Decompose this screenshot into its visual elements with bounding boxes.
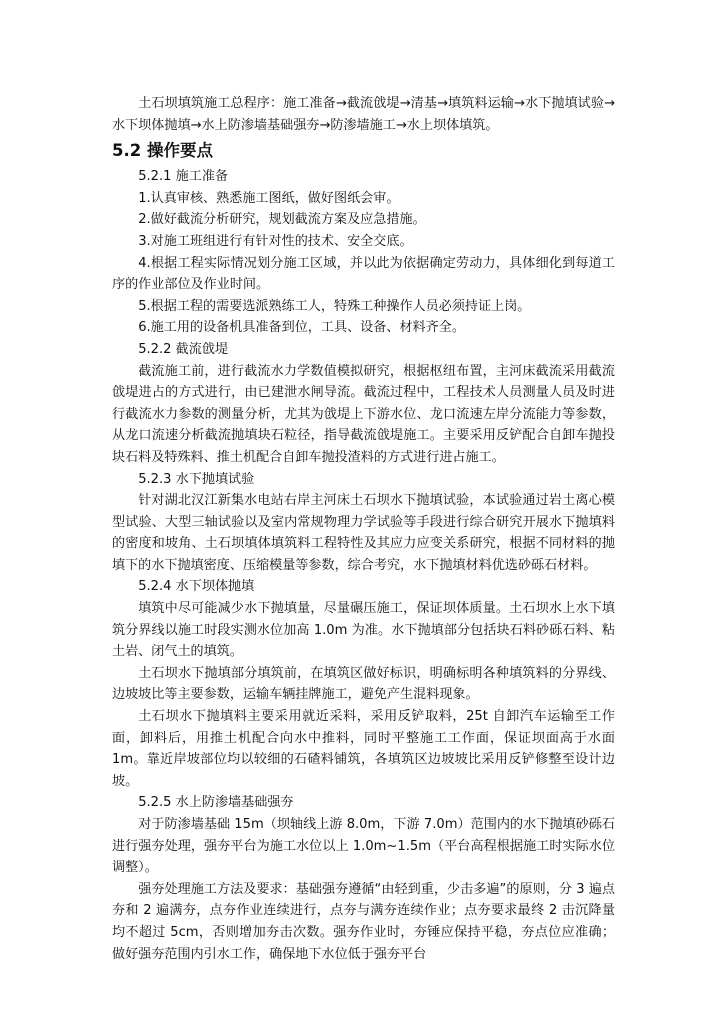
- subsection-heading-5-2-1: 5.2.1 施工准备: [138, 169, 229, 185]
- list-item: 4.根据工程实际情况划分施工区域，并以此为依据确定劳动力，具体细化到每道工序的作业部位及作业时间。: [112, 255, 615, 293]
- section-heading: 5.2 操作要点: [112, 141, 213, 161]
- subsection-heading-5-2-4: 5.2.4 水下坝体抛填: [138, 579, 255, 595]
- intro-paragraph: 土石坝填筑施工总程序：施工准备→截流戗堤→清基→填筑料运输→水下抛填试验→水下坝体抛填→水上防渗墙基础强夯→防渗墙施工→水上坝体填筑。: [112, 96, 615, 133]
- list-item: 1.认真审核、熟悉施工图纸，做好图纸会审。: [138, 190, 400, 206]
- body-paragraph: 填筑中尽可能减少水下抛填量，尽量碾压施工，保证坝体质量。土石坝水上水下填筑分界线以施工时段实测水位加高 1.0m 为准。水下抛填部分包括块石料砂砾石料、粘土岩、闭气土的填筑。: [112, 601, 615, 660]
- body-paragraph: 强夯处理施工方法及要求：基础强夯遵循“由轻到重，少击多遍”的原则，分 3 遍点夯和 2 遍满夯，点夯作业连续进行，点夯与满夯连续作业；点夯要求最终 2 击沉降量均不超过 5cm，否则增加夯击次数。强夯作业时，夯锤应保持平稳，夯点位应准确；做好强夯范围内引水工作，确保地下水位低于强夯平台: [112, 881, 615, 962]
- list-item: 2.做好截流分析研究，规划截流方案及应急措施。: [138, 212, 426, 228]
- document-body: [112, 93, 615, 965]
- body-paragraph: 截流施工前，进行截流水力学数值模拟研究，根据枢纽布置，主河床截流采用截流戗堤进占的方式进行，由已建泄水闸导流。截流过程中，工程技术人员测量人员及时进行截流水力参数的测量分析，尤其为戗堤上下游水位、龙口流速左岸分流能力等参数，从龙口流速分析截流抛填块石粒径，指导截流戗堤施工。主要采用反铲配合自卸车抛投块石料及特殊料、推土机配合自卸车抛投渣料的方式进行进占施工。: [112, 363, 615, 465]
- body-paragraph: 针对湖北汉江新集水电站右岸主河床土石坝水下抛填试验，本试验通过岩土离心模型试验、大型三轴试验以及室内常规物理力学试验等手段进行综合研究开展水下抛填料的密度和坡角、土石坝填体填筑料工程特性及其应力应变关系研究，根据不同材料的抛填下的水下抛填密度、压缩模量等参数，综合考究，水下抛填材料优选砂砾石材料。: [112, 493, 615, 573]
- body-paragraph: 土石坝水下抛填料主要采用就近采料，采用反铲取料，25t 自卸汽车运输至工作面，卸料后，用推土机配合向水中推料，同时平整施工工作面，保证坝面高于水面 1m。靠近岸坡部位均以较细的石碴料铺筑，各填筑区边坡坡比采用反铲修整至设计边坡。: [112, 709, 615, 789]
- list-item: 5.根据工程的需要选派熟练工人，特殊工种操作人员必须持证上岗。: [138, 298, 531, 314]
- list-item: 6.施工用的设备机具准备到位，工具、设备、材料齐全。: [138, 320, 465, 336]
- list-item: 3.对施工班组进行有针对性的技术、安全交底。: [138, 233, 413, 249]
- subsection-heading-5-2-3: 5.2.3 水下抛填试验: [138, 471, 255, 487]
- body-paragraph: 土石坝水下抛填部分填筑前，在填筑区做好标识，明确标明各种填筑料的分界线、边坡坡比等主要参数，运输车辆挂牌施工，避免产生混料现象。: [112, 665, 615, 703]
- body-paragraph: 对于防渗墙基础 15m（坝轴线上游 8.0m，下游 7.0m）范围内的水下抛填砂砾石进行强夯处理，强夯平台为施工水位以上 1.0m~1.5m（平台高程根据施工时实际水位调整）。: [112, 817, 615, 876]
- subsection-heading-5-2-5: 5.2.5 水上防渗墙基础强夯: [138, 795, 294, 811]
- subsection-heading-5-2-2: 5.2.2 截流戗堤: [138, 341, 229, 357]
